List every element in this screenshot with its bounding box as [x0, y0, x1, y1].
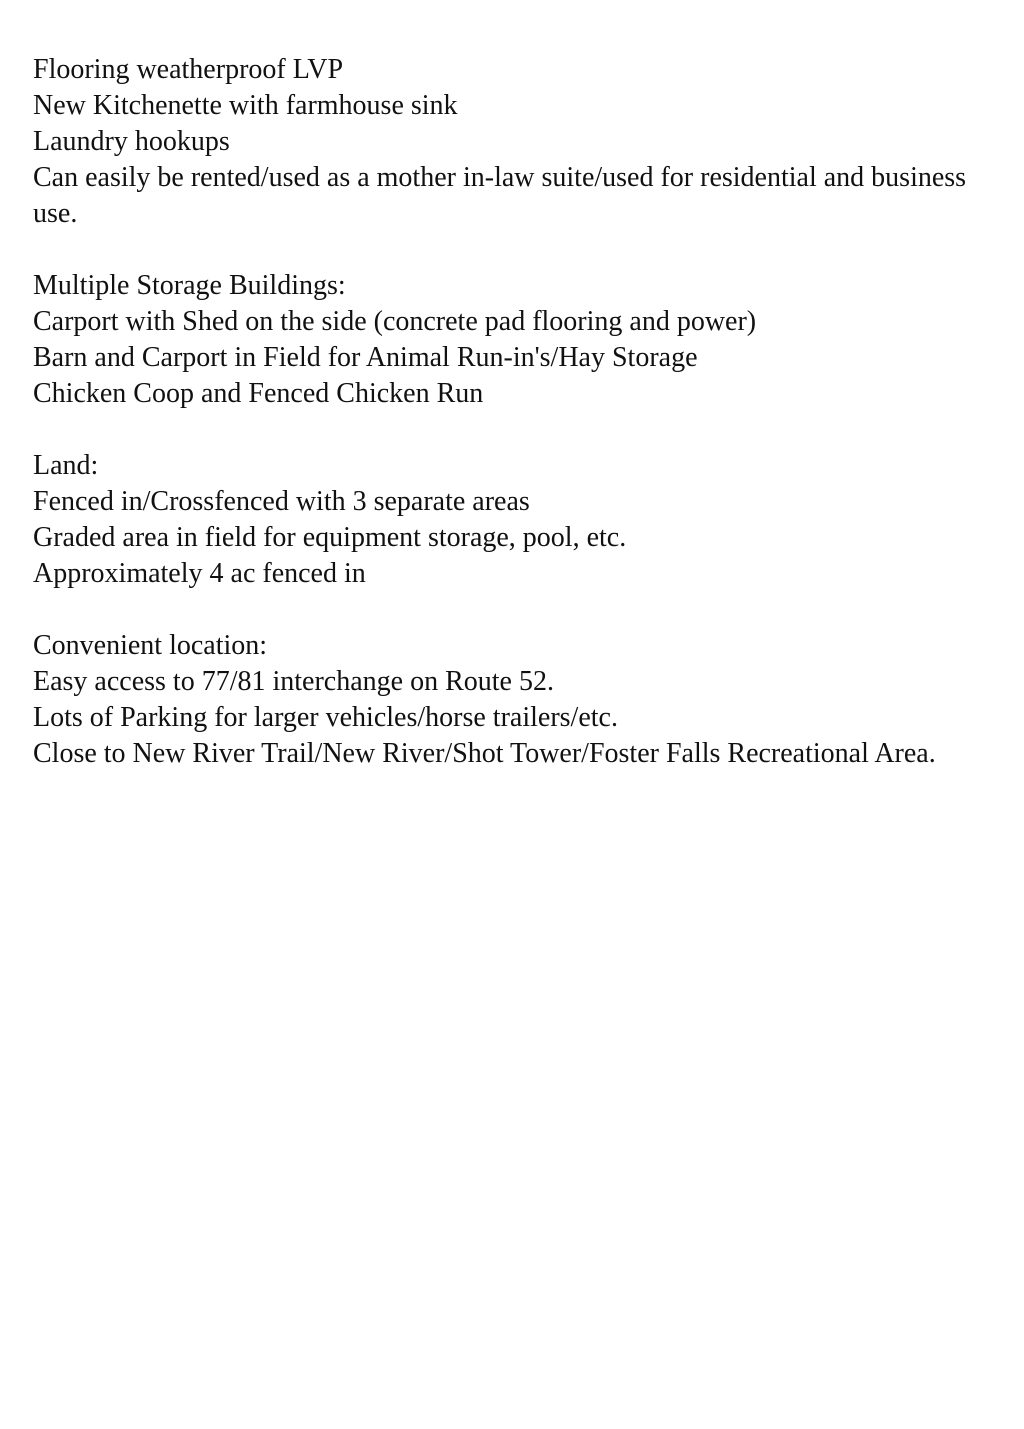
text-line: Lots of Parking for larger vehicles/horse trailers/etc. [33, 702, 618, 733]
location-section [33, 628, 993, 772]
text-line: Flooring weatherproof LVP [33, 54, 344, 85]
text-line: Easy access to 77/81 interchange on Route 52. [33, 666, 554, 697]
text-line: Can easily be rented/used as a mother in-law suite/used for residential and business use. [33, 162, 967, 229]
section-heading: Multiple Storage Buildings: [33, 270, 346, 301]
text-line: Laundry hookups [33, 126, 230, 157]
listing-text [33, 52, 993, 808]
storage-buildings-section [33, 268, 993, 412]
features-section [33, 52, 993, 232]
text-line: Barn and Carport in Field for Animal Run-in's/Hay Storage [33, 342, 698, 373]
text-line: Chicken Coop and Fenced Chicken Run [33, 378, 484, 409]
section-heading: Convenient location: [33, 630, 268, 661]
text-line: Approximately 4 ac fenced in [33, 558, 366, 589]
land-section [33, 448, 993, 592]
section-heading: Land: [33, 450, 99, 481]
text-line: New Kitchenette with farmhouse sink [33, 90, 458, 121]
text-line: Close to New River Trail/New River/Shot Tower/Foster Falls Recreational Area. [33, 738, 936, 769]
text-line: Fenced in/Crossfenced with 3 separate areas [33, 486, 530, 517]
text-line: Graded area in field for equipment storage, pool, etc. [33, 522, 627, 553]
text-line: Carport with Shed on the side (concrete pad flooring and power) [33, 306, 757, 337]
